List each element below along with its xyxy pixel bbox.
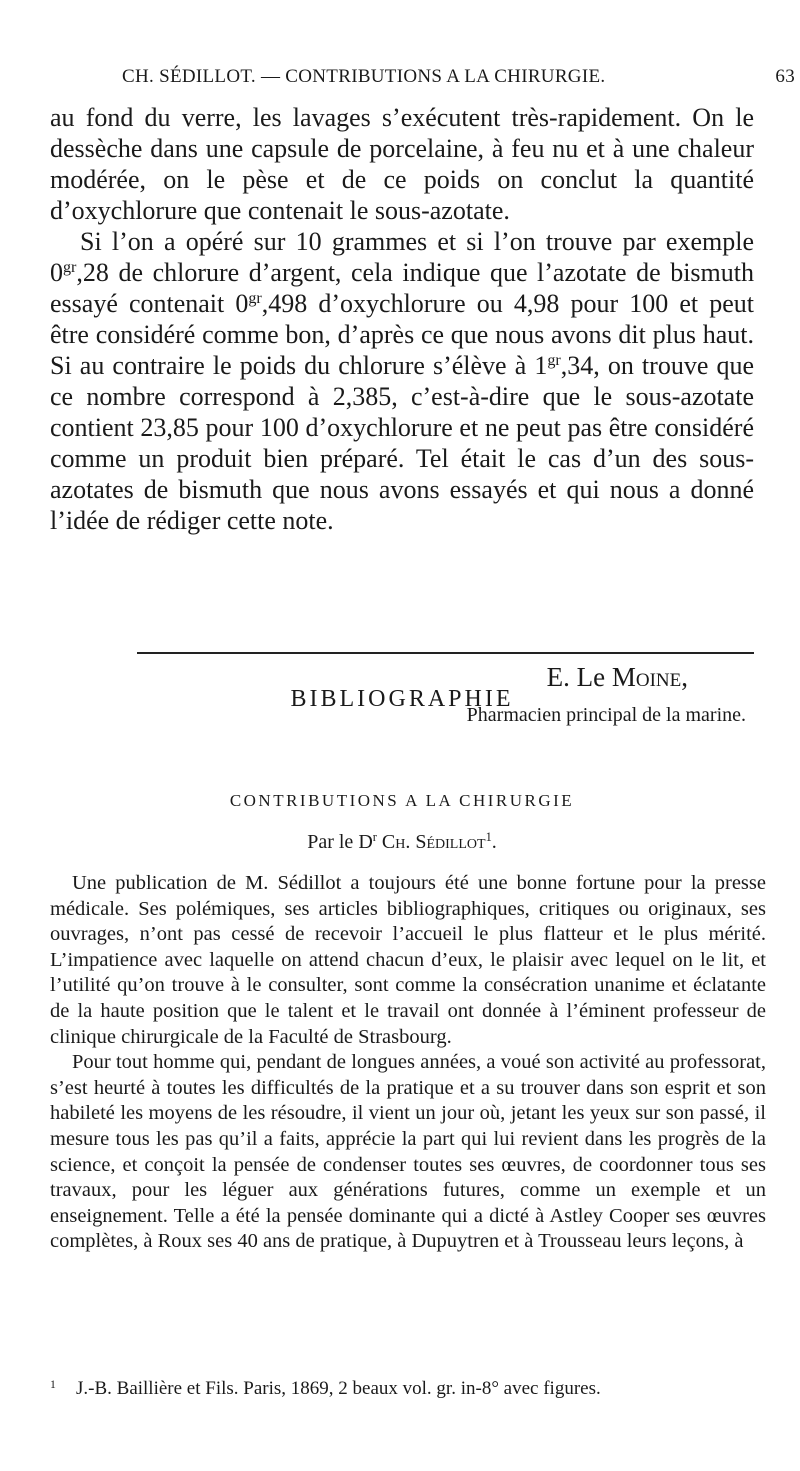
article-text: ,498 d’oxychlorure ou 4,98 pour 100 et peut être considéré comme bon, d’après ce que nous avons dit plus haut. Si au contraire le poids du chlorure s’élève à 1: [50, 289, 754, 380]
article-paragraph-2: [50, 226, 754, 536]
author-end: .: [491, 831, 497, 853]
page-number: 63: [775, 66, 795, 87]
review-title: CONTRIBUTIONS A LA CHIRURGIE: [229, 791, 575, 810]
author-title-superscript: r: [372, 830, 377, 845]
running-header: [50, 66, 795, 92]
signature-initial: E. Le: [546, 662, 612, 692]
review-author: [50, 831, 754, 854]
article-text: ,34, on trouve que ce nombre correspond à 2,385, c’est-à-dire que le sous-azotate contient 23,85 pour 100 d’oxychlorure et ne peut pas être considéré comme un produit bien préparé. Tel était le cas d’un des sous-azotates de bismuth que nous avons essayés et qui nous a donné l’idée de rédiger cette note.: [50, 351, 754, 535]
unit-superscript: gr: [547, 352, 561, 370]
author-title: Pharmacien principal de la marine.: [466, 704, 746, 726]
footnote-text: J.-B. Baillière et Fils. Paris, 1869, 2 beaux vol. gr. in-8° avec figures.: [76, 1378, 601, 1399]
section-divider: [137, 652, 754, 654]
article-text: Si l’on a opéré sur 10 grammes et si l’on trouve par exemple 0: [50, 227, 754, 287]
article-text: ,28 de chlorure d’argent, cela indique que l’azotate de bismuth essayé contenait 0: [50, 258, 754, 318]
running-title: CH. SÉDILLOT. — CONTRIBUTIONS A LA CHIRURGIE.: [122, 66, 606, 87]
section-heading: BIBLIOGRAPHIE: [290, 686, 514, 712]
unit-superscript: gr: [248, 290, 262, 308]
unit-superscript: gr: [63, 259, 77, 277]
article-paragraph-1: au fond du verre, les lavages s’exécutent très-rapidement. On le dessèche dans une capsule de porcelaine, à feu nu et à une chaleur modérée, on le pèse et de ce poids on conclut la quantité d’oxychlorure que contenait le sous-azotate.: [50, 103, 754, 225]
author-name: Ch. Sédillot: [376, 831, 486, 853]
review-body: [50, 871, 766, 1255]
signature-surname: Moine: [611, 662, 682, 692]
signature-comma: ,: [681, 662, 688, 692]
author-prefix: Par le D: [307, 831, 373, 853]
review-paragraph-2: Pour tout homme qui, pendant de longues années, a voué son activité au professorat, s’est heurté à toutes les difficultés de la pratique et a su trouver dans son esprit et son habileté les moyens de les résoudre, il vient un jour où, jetant les yeux sur son passé, il mesure tous les pas qu’il a faits, apprécie la part qui lui revient dans les progrès de la science, et conçoit la pensée de condenser toutes ses œuvres, de coordonner tous ses travaux, pour les léguer aux générations futures, comme un exemple et un enseignement. Telle a été la pensée dominante qui a dicté à Astley Cooper ses œuvres complètes, à Roux ses 40 ans de pratique, à Dupuytren et à Trousseau leurs leçons, à: [50, 1051, 766, 1253]
review-paragraph-1: Une publication de M. Sédillot a toujours été une bonne fortune pour la presse médicale. Ses polémiques, ses articles bibliographiques, critiques ou originaux, ses ouvrages, n’ont pas cessé de recevoir l’accueil le plus flatteur et le plus mérité. L’impatience avec laquelle on attend chacun d’eux, le plaisir avec lequel on le lit, et l’utilité qu’on trouve à le consulter, sont comme la consécration unanime et éclatante de la haute position que le talent et le travail ont donnée à l’éminent professeur de clinique chirurgicale de la Faculté de Strasbourg.: [50, 872, 766, 1048]
footnote-reference: 1: [485, 830, 492, 845]
footnote: $^1$ J.-B. Baillière et Fils. Paris, 1869, 2 beaux vol. gr. in-8° avec figures.: [50, 1377, 601, 1399]
